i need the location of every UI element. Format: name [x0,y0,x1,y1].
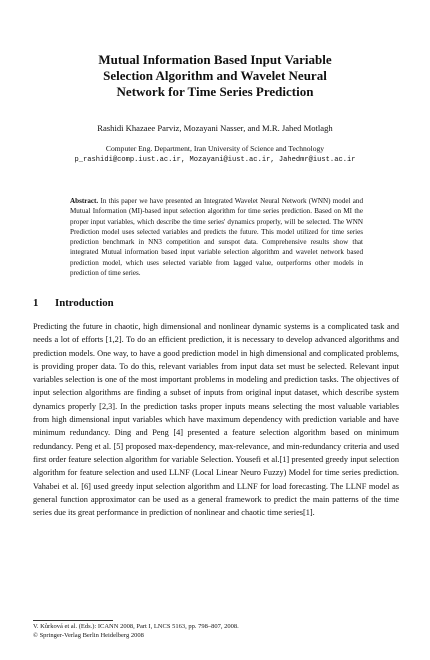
footnote-rule [33,620,113,621]
section-title: Introduction [55,297,114,309]
paper-title [0,52,430,100]
citation-line: V. Kůrková et al. (Eds.): ICANN 2008, Part I, LNCS 5163, pp. 798–807, 2008. [33,623,239,630]
abstract [70,196,363,278]
page-footer [33,623,403,640]
abstract-text: In this paper we have presented an Integrated Wavelet Neural Network (WNN) model and Mutual Information (MI)-based input selection algorithm for time series prediction. Based on MI the proper input variables, which describe the time series' dynamics properly, will be selected. The WNN Prediction model uses selected variables and predicts the future. This model utilized for time series prediction benchmark in NN3 competition and sunspot data. Comprehensive results show that integrated Mutual information based input variable selection algorithm and wavelet network based prediction model, which uses selected variable from lagged value, outperforms other models in prediction of time series. [70,197,363,278]
abstract-label: Abstract. [70,197,99,205]
title-line-3: Network for Time Series Prediction [116,84,314,99]
email-list: p_rashidi@comp.iust.ac.ir, Mozayani@iust.ac.ir, Jahedmr@iust.ac.ir [74,156,356,164]
body-paragraph: Predicting the future in chaotic, high dimensional and nonlinear dynamic systems is a complicated task and needs a lot of efforts [1,2]. To do an efficient prediction, it is necessary to develop advanced algorithms and prediction models. One way, to have a good prediction model in high dimensional and complicated problems, is providing proper data. To do this, relevant variables from input data set must be selected. Relevant input variables selection is one of the most important problems in modeling and prediction tasks. The objectives of input selection algorithms are finding a subset of inputs from original input dataset, which describe system dynamics properly [2,3]. In the prediction tasks proper inputs means selecting the most valuable variables from high dimensional input variables which have maximum dependency with prediction variable and have minimum redundancy. Ding and Peng [4] presented a feature selection algorithm based on minimum redundancy. Peng et al. [5] proposed max-dependency, max-relevance, and min-redundancy criteria and used first order feature selection algorithm for variable Selection. Yousefi et al.[1] presented greedy input selection algorithm for feature selection and used LLNF (Local Linear Neuro Fuzzy) Model for time series prediction. Vahabei et al. [6] used greedy input selection algorithm and LLNF for load forecasting. The LLNF model as general function approximator can be used as a general framework to predict the main patterns of the time series due its great performance in prediction of nonlinear and chaotic time series[1]. [33,322,399,518]
section-heading [33,296,403,310]
copyright-line: © Springer-Verlag Berlin Heidelberg 2008 [33,631,144,639]
title-line-1: Mutual Information Based Input Variable [98,52,332,67]
title-line-2: Selection Algorithm and Wavelet Neural [103,68,327,83]
author-list: Rashidi Khazaee Parviz, Mozayani Nasser, and M.R. Jahed Motlagh [97,123,333,133]
section-number: 1 [33,297,39,309]
affiliation: Computer Eng. Department, Iran University of Science and Technology [105,144,325,153]
